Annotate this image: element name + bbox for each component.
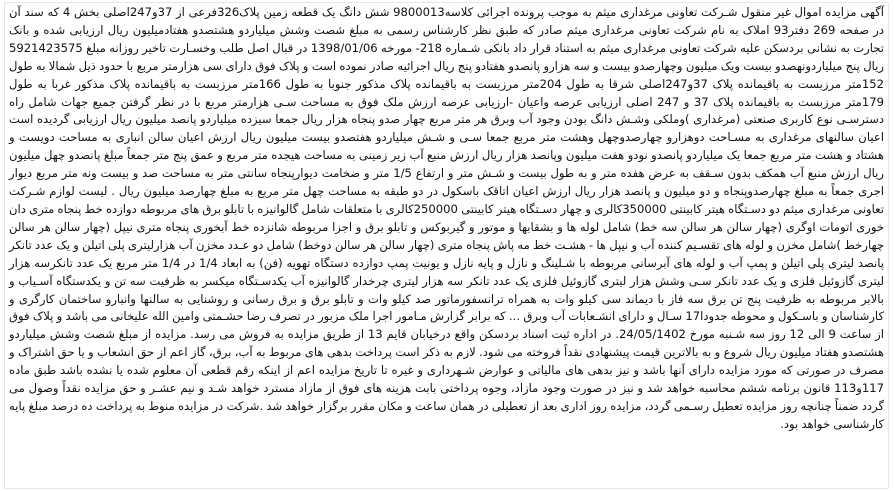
auction-notice-text: آگهی مزایده اموال غیر منقول شـرکت تعاونی مرغداری میثم به موجب پرونده اجرائی کلاسه9800013 شش دانگ یک قطعه زمین پلاک326فرعی از 37و247اصلی بخش 4 که سند آن در صفحه 269 دفتر93 املاک به نام شرکت تعاونی مرغداری میثم صادر که طبق نظر کارشناس رسمی به مبلغ شصت وشش میلیاردو هشتصدو هفتادمیلیون ریال ارزیابی شده و بانک تجارت به نشانی بردسکن علیه شرکت تعاونی مرغداری میثم به استناد قرار داد بانکی شـماره 218- مورخه 1398/01/06 در قبال اصل طلب وخسـارت تاخیر روزانه مبلغ 5921423575 ریال پنج میلیاردونهصدو بیست ویک میلیون وچهارصدو بیست و سه هزارو پانصدو هفتادو پنج ریال اجرائیه صادر نموده است و پلاک فوق دارای سی هزارمتر مربع با حدود ذیل شمالا به طول 152متر مرزبست به باقیمانده پلاک 37و247اصلی شرقا به طول 204متر مرزبست به باقیمانده پلاک مذکور جنوبا به طول 166متر مرزبست به باقیمانده پلاک مذکور غربا به طول 179متر مرزبست به باقیمانده پلاک 37 و 247 اصلی ارزیابی عرصه واعیان -ارزیابی عرصه ارزش ملک فوق به مساحت سـی هزارمتر مربع با در نظر گرفتن جمیع جهات شامل راه دسترسـی نوع کاربری صنعتی (مرغداری )وملکی وشـش دانگ بودن وجود آب وبرق هر متر مربع چهار صدو پنجاه هزار ریال جمعا سیزده میلیاردو پانصد میلیون ریال ارزیابی گردیده است اعیان سالنهای مرغداری به مسـاحت دوهزارو چهارصدوچهل وهشت متر مربع جمعا سـی و شـش میلیاردو هفتصدو بیست میلیون ریال ارزش اعیان سالن انباری به مساحت دویست و هشتاد و هشت متر مربع جمعا یک میلیاردو پانصدو نودو هفت میلیون وپانصد هزار ریال ارزش منبع آب زیر زمینی به مساحت هیجده متر مربع و عمق پنج متر جمعاً مبلغ پانصدو چهل میلیون ریال ارزش منبع آب همکف بدون سـقف به عرض هفده متر و به طول بیست و شـش متر و ارتفاع 1/5 متر و ضخامت دیوارپنجاه سانتی متر به مساحت صد و بیست ونه متر مربع دیوار اجری جمعاً به مبلغ چهارصدوپنجاه و دو میلیون و پانصد هزار ریال ارزش اعیان اتاقک باسکول در دو طبقه به مساحت چهل متر مربع به مبلغ چهارصد میلیون ریال . لیست لوازم شـرکت تعاونی مرغداری میثم دو دسـتگاه هیتر کابینتی 350000کالری و چهار دسـتگاه هیتر کابینتی 250000کالری با متعلقات شامل گالوانیزه با تابلو برق های مربوطه دوازده خط پنجاه متری دان خوری اتومات اوگری (چهار سالن هر سالن سه خط) شامل لوله ها و بشقابها و موتور و گیربوکس و تابلو برق و اجزا مربوطه شانزده خط آبخوری پنجاه متری نیپل (چهار سالن هر سالن چهارخط )شامل مخزن و لوله های تقسـیم کننده آب و نیپل ها - هشـت خط مه پاش پنجاه متری (چهار سالن هر سالن دوخط) شامل دو عـدد مخزن آب هزارلیتری پلی اتیلن و یک عدد تانکر پانصد لیتری پلی اتیلن و پمپ آب و لوله های آبرسانی مربوطه با شـلینگ و نازل و پایه نازل و یونیت پمپ دوازده دستگاه تهویه (فن) به ابعاد 1/4 در 1/4 متر مربع یک عدد تانکرسه هزار لیتری گازوئیل فلزی و یک عدد تانکر سـی وشش هزار لیتری گازوئیل فلزی یک عدد تانکر سه هزار لیتری چرخدار گالوانیزه آب یکدسـتگاه میکسر به ظرفیت سه تن و یکدستگاه آسـیاب و بالابر مربوطه به ظرفیت پنج تن برق سه فاز با دیماند سی کیلو وات به همراه ترانسفورماتور صد کیلو وات و تابلو برق و برق رسانی و روشنایی به سالنها وانبارو ساختمان کارگری و کارشناسان و باسـکول و محوطه جدودا17 سـال و دارای انشـعابات آب وبرق ... که برابر گزارش مـامور اجرا ملک مزبور در تصرف رضا حشـمتی وامین الله علیخانی می باشد و پلاک فوق از ساعت 9 الی 12 روز سه شـنبه مورخ 24/05/1402. در اداره ثبت اسناد بردسکن واقع درخیابان قایم 13 از طریق مزایده به فروش می رسد. مزایده از مبلغ شصت وشش میلیاردو هشتصدو هفتاد میلیون ریال شروع و به بالاترین قیمت پیشنهادی نقداً فروخته می شود. لازم به ذکر است پرداخت بدهی های مربوط به آب، برق، گاز اعم از حق انشعاب و یا حق اشتراک و مصرف در صورتی که مورد مزایده دارای آنها باشد و نیز بدهی های مالیاتی و عوارض شـهرداری و غیره تا تاریخ مزایده اعم از اینکه رقم قطعی آن معلوم شده یا نشده باشد طبق ماده 117و113 قانون برنامه ششم محاسبه خواهد شد و نیز در صورت وجود مازاد، وجوه پرداختی بابت هزینه های فوق از مازاد مسترد خواهد شـد و نیم عشـر و حق مزایده نقداً وصول می گردد ضمناً چنانچه روز مزایده تعطیل رسـمی گردد، مزایده روز اداری بعد از تعطیلی در همان ساعت و مکان مقرر برگزار خواهد شد .شرکت در مزایده منوط به پرداخت ده درصد مبلغ پایه کارشناسی خواهد بود.: [4, 2, 889, 489]
